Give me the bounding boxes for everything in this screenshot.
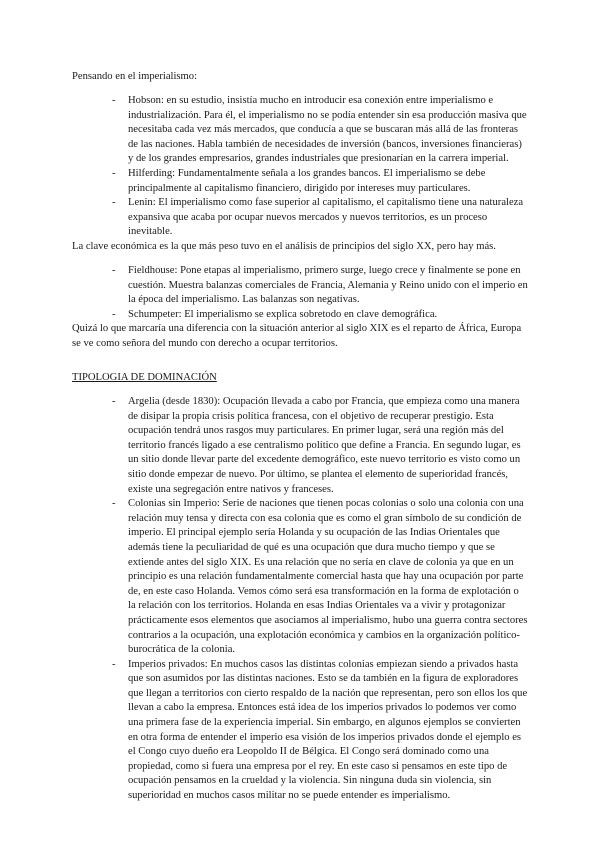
list-item-text: Argelia (desde 1830): Ocupación llevada a cabo por Francia, que empieza como una manera de disipar la propia crisis política francesa, con el objetivo de recuperar prestigio. Esta ocupación tendrá unos rasgos muy particulares. En primer lugar, será una región más del territorio francés ligado a ese centralismo político que define a Francia. En segundo lugar, es un sitio donde llevar parte del excedente demográfico, este nuevo territorio es visto como un sitio donde empezar de nuevo. Por último, se plantea el elemento de superioridad francés, existe una segregación entre nativos y franceses. xyxy=(128,396,521,495)
section-heading: TIPOLOGIA DE DOMINACIÓN xyxy=(72,372,217,383)
list-item-hobson xyxy=(72,94,528,167)
dash-bullet: - xyxy=(112,658,116,670)
dash-bullet: - xyxy=(112,95,116,106)
list-item-text: Hilferding: Fundamentalmente señala a los grandes bancos. El imperialismo se debe principalmente al capitalismo financiero, dirigido por intereses muy particulares. xyxy=(128,167,486,194)
list-item-text: Schumpeter: El imperialismo se explica sobretodo en clave demográfica. xyxy=(128,308,438,320)
list-item-lenin xyxy=(72,196,528,240)
closing-paragraph: Quizá lo que marcaría una diferencia con la situación anterior al siglo XIX es el reparto de África, Europa se ve como señora del mundo con derecho a ocupar territorios. xyxy=(72,323,522,349)
list-item-text: Fieldhouse: Pone etapas al imperialismo, primero surge, luego crece y finalmente se pone en cuestión. Muestra balanzas comerciales de Francia, Alemania y Reino unido con el imperio en la época del imperialismo. Las balanzas son negativas. xyxy=(128,265,528,306)
list-item-imperios-privados xyxy=(72,658,528,804)
other-theorists-list xyxy=(72,264,528,322)
intro-paragraph: Pensando en el imperialismo: xyxy=(72,71,198,82)
list-item-text: Imperios privados: En muchos casos las distintas colonias empiezan siendo a privados hasta que son asumidos por las distintas naciones. Esto se da también en la figura de exploradores que llegan a territorios con cierto respaldo de la nación que representan, pero son ellos los que llevan a cabo la empresa. Entonces está idea de los imperios privados lo podemos ver como una primera fase de la experiencia imperial. Sin embargo, en algunos ejemplos se convierten en otra forma de entender el imperio esa visión de los imperios privados donde el ejemplo es el Congo cuyo dueño era Leopoldo II de Bélgica. El Congo será dominado como una propiedad, como si fuera una empresa por el rey. En este caso si pensamos en este tipo de ocupación pensamos en la crueldad y la violencia. Sin ninguna duda sin violencia, sin superioridad en muchos casos militar no se puede entender es imperialismo. xyxy=(128,658,528,802)
list-item-schumpeter xyxy=(72,308,528,323)
list-item-argelia xyxy=(72,395,528,497)
list-item-text: Lenin: El imperialismo como fase superior al capitalismo, el capitalismo tiene una naturaleza expansiva que acaba por ocupar nuevos mercados y nuevos territorios, es un proceso inevitable. xyxy=(128,197,524,238)
list-item-fieldhouse xyxy=(72,264,528,308)
middle-paragraph: La clave económica es la que más peso tuvo en el análisis de principios del siglo XX, pero hay más. xyxy=(72,241,496,252)
list-item-colonias-sin-imperio xyxy=(72,497,528,658)
dash-bullet: - xyxy=(112,498,116,510)
dash-bullet: - xyxy=(112,197,116,209)
domination-types-list xyxy=(72,395,528,804)
theorists-list xyxy=(72,94,528,240)
list-item-text: Hobson: en su estudio, insistía mucho en introducir esa conexión entre imperialismo e industrialización. Para él, el imperialismo no se podía entender sin esa producción masiva que necesitaba cada vez más mercados, que conducía a que se buscaran más allá de las fronteras de las naciones. Habla también de necesidades de inversión (bancos, inversiones financieras) y de los grandes empresarios, grandes industriales que presionarían en la carrera imperial. xyxy=(128,95,527,165)
list-item-text: Colonias sin Imperio: Serie de naciones que tienen pocas colonias o solo una colonia con una relación muy tensa y directa con esa colonia que es como el gran símbolo de su condición de imperio. El principal ejemplo sería Holanda y su ocupación de las Indias Orientales que además tiene la peculiaridad de qué es una ocupación que dura mucho tiempo y que se extiende antes del siglo XIX. Es una relación que no sería en clave de colonia ya que en un principio es una relación fundamentalmente comercial hasta que hay una ocupación por parte de, en este caso Holanda. Vemos cómo será esa transformación en la forma de explotación o la relación con los territorios. Holanda en esas Indias Orientales va a vivir y protagonizar prácticamente esos elementos que asociamos al imperialismo, hubo una guerra contra sectores contrarios a la ocupación, una explotación económica y cambios en la organización político-burocrática de la colonia. xyxy=(128,498,528,656)
dash-bullet: - xyxy=(112,396,116,407)
list-item-hilferding xyxy=(72,167,528,196)
dash-bullet: - xyxy=(112,308,116,320)
dash-bullet: - xyxy=(112,265,116,276)
dash-bullet: - xyxy=(112,167,116,179)
